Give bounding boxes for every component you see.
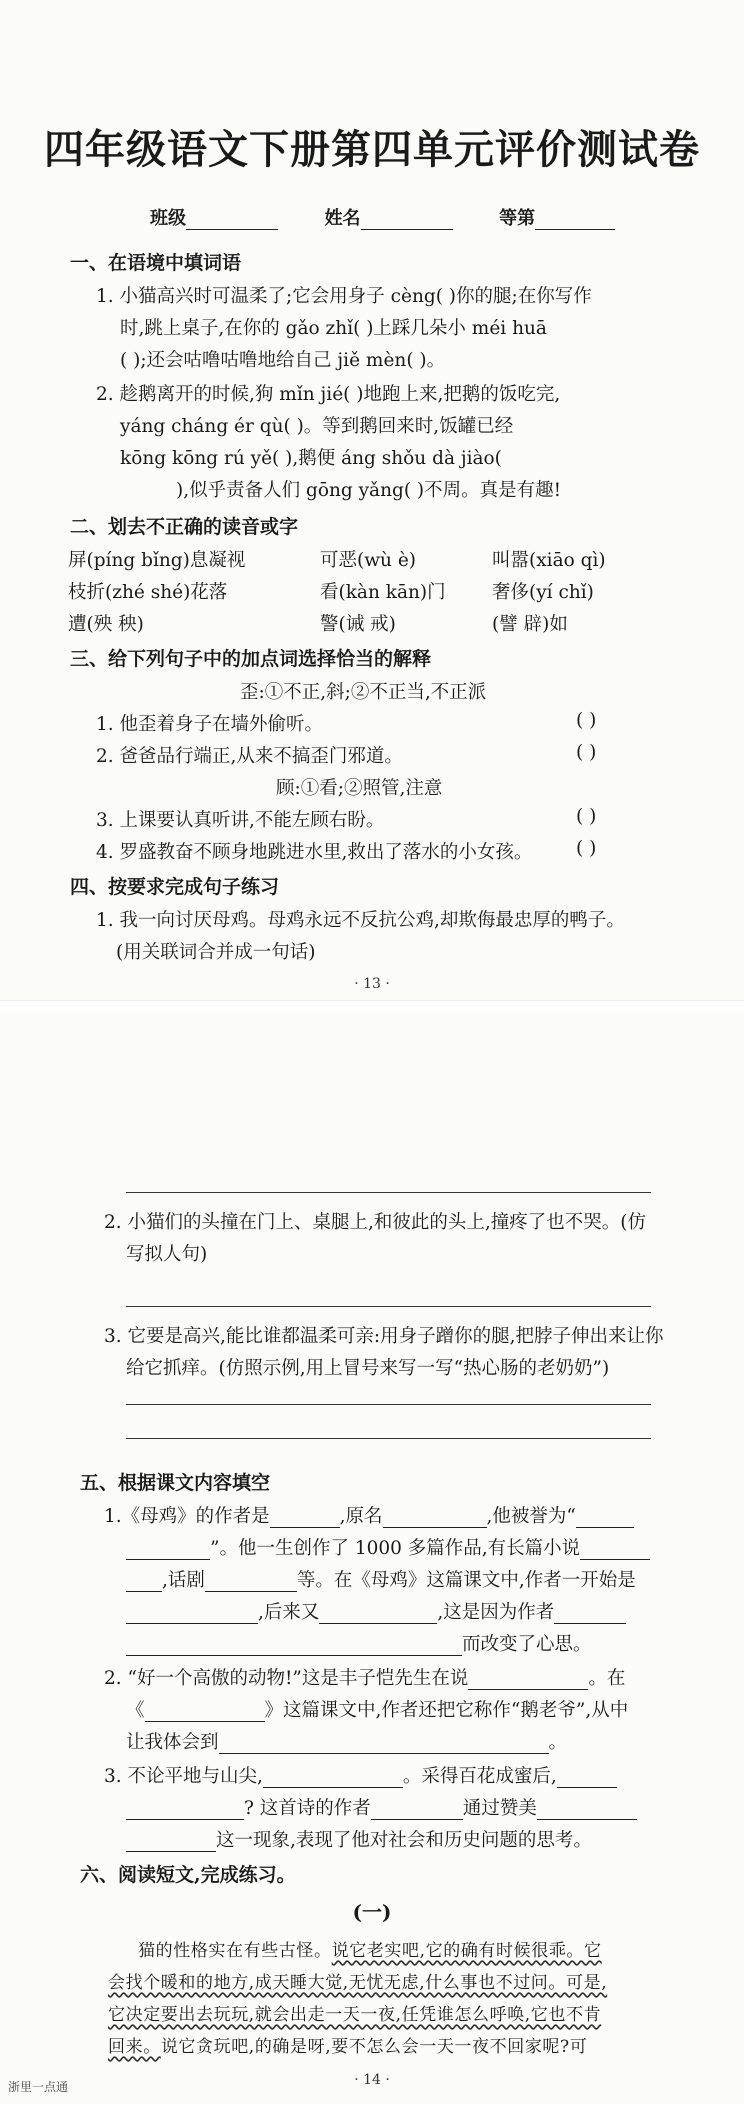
s2-item-4[interactable]: 枝折(zhé shé)花落 <box>68 582 228 603</box>
passage-text: 说它贪玩吧,的确是呀,要不怎么会一天一夜不回家呢?可 <box>160 2037 588 2057</box>
footer-watermark: 浙里一点通 <box>8 2080 69 2094</box>
s5-text: 等。在《母鸡》这篇课文中,作者一开始是 <box>296 1570 636 1591</box>
passage-number: (一) <box>352 1900 392 1924</box>
s4-answer-line-1[interactable] <box>126 1192 651 1193</box>
s2-item-2[interactable]: 可恶(wù è) <box>320 550 417 571</box>
s5-text: 2. “好一个高傲的动物!”这是丰子恺先生在说 <box>104 1668 469 1689</box>
s5-line-10 <box>126 1794 637 1820</box>
s5-text: 让我体会到 <box>126 1732 219 1753</box>
s5-text: 。 <box>548 1732 568 1753</box>
s5-line-9 <box>104 1762 617 1788</box>
s2-item-1[interactable]: 屏(píng bǐng)息凝视 <box>68 550 246 571</box>
s2-item-7[interactable]: 遭(殃 秧) <box>68 614 144 635</box>
blank[interactable] <box>126 1574 162 1592</box>
s5-line-3 <box>126 1566 636 1592</box>
section-2-heading: 二、划去不正确的读音或字 <box>70 516 299 538</box>
s1-line-5: yáng cháng ér qù( )。等到鹅回来时,饭罐已经 <box>120 416 514 437</box>
page-gap <box>0 1000 744 1012</box>
s5-text: ,后来又 <box>258 1602 320 1623</box>
blank[interactable] <box>126 1638 462 1656</box>
s1-line-4: 2. 趁鹅离开的时候,狗 mǐn jié( )地跑上来,把鹅的饭吃完, <box>96 384 561 405</box>
s1-line-3: ( );还会咕噜咕噜地给自己 jiě mèn( )。 <box>120 350 446 371</box>
s1-line-1: 1. 小猫高兴时可温柔了;它会用身子 cèng( )你的腿;在你写作 <box>96 286 592 307</box>
name-label: 姓名 <box>324 208 361 229</box>
s5-line-6 <box>104 1664 625 1690</box>
page-14 <box>0 1012 744 2104</box>
s4-question-1: 1. 我一向讨厌母鸡。母鸡永远不反抗公鸡,却欺侮最忠厚的鸭子。 <box>96 910 625 931</box>
s4-question-2-requirement: 写拟人句) <box>126 1244 208 1265</box>
s3-question-2: 2. 爸爸品行端正,从来不搞歪门邪道。 <box>96 746 403 767</box>
page-number-13: · 13 · <box>354 976 390 992</box>
s5-text: ,原名 <box>339 1506 383 1527</box>
passage-line-3: 它决定要出去玩玩,就会出走一天一夜,任凭谁怎么呼唤,它也不肯 <box>108 2005 602 2025</box>
s3-answer-3[interactable]: ( ) <box>576 806 597 827</box>
blank[interactable] <box>554 1606 626 1624</box>
blank[interactable] <box>319 1606 437 1624</box>
s5-line-2 <box>126 1534 650 1560</box>
s4-question-2: 2. 小猫们的头撞在门上、桌腿上,和彼此的头上,撞疼了也不哭。(仿 <box>104 1212 647 1233</box>
s5-line-1 <box>104 1502 634 1528</box>
blank[interactable] <box>145 1704 265 1722</box>
s5-line-11 <box>126 1826 592 1852</box>
blank[interactable] <box>126 1606 258 1624</box>
section-4-heading: 四、按要求完成句子练习 <box>70 876 280 898</box>
s1-line-6: kōng kōng rú yě( ),鹅便 áng shǒu dà jiào( <box>120 448 502 469</box>
s5-text: 3. 不论平地与山尖, <box>104 1766 263 1787</box>
blank[interactable] <box>270 1510 340 1528</box>
class-blank[interactable] <box>186 212 278 230</box>
s5-line-4 <box>126 1598 626 1624</box>
s5-line-5 <box>126 1630 592 1656</box>
s5-text: 这一现象,表现了他对社会和历史问题的思考。 <box>216 1830 592 1851</box>
s2-item-9[interactable]: (譬 辟)如 <box>492 614 568 635</box>
blank[interactable] <box>576 1510 634 1528</box>
passage-text: 猫的性格实在有些古怪。 <box>138 1941 332 1961</box>
s5-text: 。在 <box>588 1668 626 1689</box>
s5-line-7 <box>126 1696 628 1722</box>
s4-question-3-requirement: 给它抓痒。(仿照示例,用上冒号来写一写“热心肠的老奶奶”) <box>126 1358 610 1379</box>
blank[interactable] <box>468 1672 588 1690</box>
blank[interactable] <box>263 1770 403 1788</box>
s5-text: ,这是因为作者 <box>437 1602 555 1623</box>
s4-question-1-requirement: (用关联词合并成一句话) <box>116 942 316 963</box>
blank[interactable] <box>371 1802 463 1820</box>
passage-line-1 <box>138 1936 602 1961</box>
s5-text: 1.《母鸡》的作者是 <box>104 1506 270 1527</box>
s3-question-3: 3. 上课要认真听讲,不能左顾右盼。 <box>96 810 385 831</box>
page-number-14: · 14 · <box>354 2072 390 2088</box>
s2-item-3[interactable]: 叫嚣(xiāo qì) <box>492 550 606 571</box>
s5-text: ? 这首诗的作者 <box>244 1798 371 1819</box>
passage-underlined-text: 回来。 <box>108 2037 161 2057</box>
passage-line-2: 会找个暖和的地方,成天睡大觉,无忧无虑,什么事也不过问。可是, <box>108 1973 608 1993</box>
blank[interactable] <box>126 1834 216 1852</box>
s3-answer-4[interactable]: ( ) <box>576 838 597 859</box>
blank[interactable] <box>580 1542 650 1560</box>
s4-answer-line-4[interactable] <box>126 1438 651 1439</box>
grade-blank[interactable] <box>535 212 615 230</box>
s3-definition-1: 歪:①不正,斜;②不正当,不正派 <box>240 682 487 703</box>
class-label: 班级 <box>150 208 186 229</box>
s5-text: 而改变了心思。 <box>462 1634 592 1655</box>
blank[interactable] <box>219 1736 549 1754</box>
blank[interactable] <box>537 1802 637 1820</box>
s3-definition-2: 顾:①看;②照管,注意 <box>276 778 443 799</box>
s5-line-8 <box>126 1728 567 1754</box>
blank[interactable] <box>205 1574 297 1592</box>
section-3-heading: 三、给下列句子中的加点词选择恰当的解释 <box>70 648 432 670</box>
s2-item-5[interactable]: 看(kàn kān)门 <box>320 582 446 603</box>
s4-answer-line-2[interactable] <box>126 1306 651 1307</box>
blank[interactable] <box>126 1542 210 1560</box>
s5-text: ,话剧 <box>162 1570 205 1591</box>
s2-item-8[interactable]: 警(诫 戒) <box>320 614 396 635</box>
s3-question-4: 4. 罗盛教奋不顾身地跳进水里,救出了落水的小女孩。 <box>96 842 533 863</box>
s4-answer-line-3[interactable] <box>126 1404 651 1405</box>
s2-item-6[interactable]: 奢侈(yí chǐ) <box>492 582 594 603</box>
passage-underlined-text: 说它老实吧,它的确有时候很乖。它 <box>331 1941 602 1961</box>
s5-text: 通过赞美 <box>462 1798 537 1819</box>
s3-answer-1[interactable]: ( ) <box>576 710 597 731</box>
blank[interactable] <box>383 1510 487 1528</box>
grade-label: 等第 <box>499 208 536 229</box>
page-title: 四年级语文下册第四单元评价测试卷 <box>44 126 700 173</box>
s4-question-3: 3. 它要是高兴,能比谁都温柔可亲:用身子蹭你的腿,把脖子伸出来让你 <box>104 1326 664 1347</box>
page-13 <box>0 0 744 1000</box>
s1-line-7: ),似乎责备人们 gōng yǎng( )不周。真是有趣! <box>176 480 562 501</box>
section-1-heading: 一、在语境中填词语 <box>70 252 242 274</box>
blank[interactable] <box>557 1770 617 1788</box>
blank[interactable] <box>126 1802 244 1820</box>
passage-line-4 <box>108 2032 587 2057</box>
s5-text: 。采得百花成蜜后, <box>402 1766 557 1787</box>
s5-text: 《 <box>126 1700 145 1721</box>
s3-answer-2[interactable]: ( ) <box>576 742 597 763</box>
s5-text: ”。他一生创作了 1000 多篇作品,有长篇小说 <box>210 1538 581 1559</box>
s1-line-2: 时,跳上桌子,在你的 gǎo zhǐ( )上踩几朵小 méi huā <box>120 318 547 339</box>
section-6-heading: 六、阅读短文,完成练习。 <box>80 1864 296 1886</box>
s5-text: ,他被誉为“ <box>486 1506 576 1527</box>
s5-text: 》这篇课文中,作者还把它称作“鹅老爷”,从中 <box>264 1700 629 1721</box>
section-5-heading: 五、根据课文内容填空 <box>80 1472 271 1494</box>
s3-question-1: 1. 他歪着身子在墙外偷听。 <box>96 714 324 735</box>
name-blank[interactable] <box>361 212 453 230</box>
student-info <box>150 204 615 230</box>
